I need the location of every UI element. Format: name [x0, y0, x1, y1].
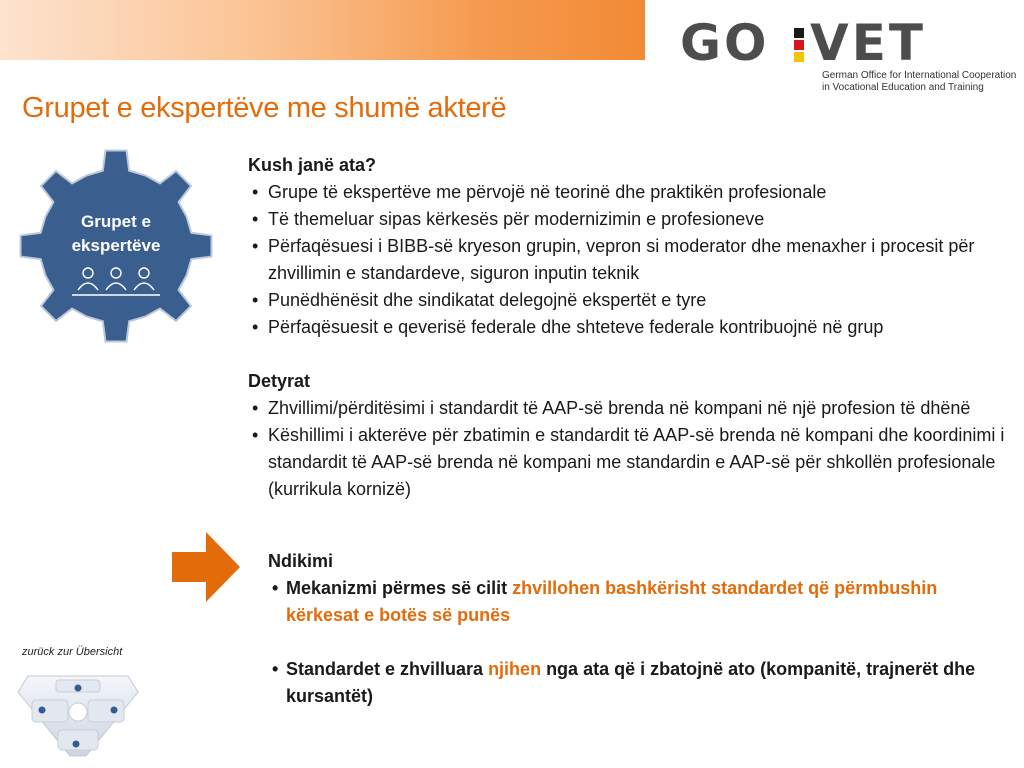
list-item: • Përfaqësuesit e qeverisë federale dhe shteteve federale kontribuojnë në grup	[248, 314, 1008, 341]
logo-word-left: GO	[680, 18, 770, 72]
impact-item1-highlight: zhvillohen bashkërisht standardet që përmbushin kërkesat e botës së punës	[286, 578, 938, 625]
logo-subtitle-line2: in Vocational Education and Training	[822, 82, 984, 93]
logo-subtitle	[822, 70, 1016, 94]
content-block	[248, 152, 1008, 503]
tasks-heading: Detyrat	[248, 371, 311, 391]
logo-subtitle-line1: German Office for International Cooperation	[822, 70, 1017, 81]
arrow-right-icon	[172, 532, 240, 602]
overview-navigation-icon[interactable]	[14, 670, 142, 760]
list-item	[268, 656, 1008, 710]
impact-item2-text: Standardet e zhvilluara	[286, 659, 489, 679]
impact-list	[268, 575, 1008, 629]
impact-block	[268, 548, 1008, 710]
gear-label	[40, 210, 192, 258]
tasks-list	[248, 395, 1008, 503]
impact-item1-text: Mekanizmi përmes së cilit	[286, 578, 513, 598]
back-to-overview-link[interactable]: zurück zur Übersicht	[22, 646, 123, 658]
header-band	[0, 0, 645, 60]
list-item: • Përfaqësuesi i BIBB-së kryeson grupin, vepron si moderator dhe menaxher i procesit për zhvillimin e standardeve, siguron inputin teknik	[248, 233, 1008, 287]
list-item: • Grupe të ekspertëve me përvojë në teorinë dhe praktikën profesionale	[248, 179, 1008, 206]
logo-word-right: VET	[810, 18, 926, 72]
list-item: • Këshillimi i akterëve për zbatimin e standardit të AAP-së brenda në kompani dhe koordinimi i standardit të AAP-së brenda në kompani me standardin e AAP-së për shkollën profesionale (kurrikula kornizë)	[248, 422, 1008, 503]
list-item: • Punëdhënësit dhe sindikatat delegojnë ekspertët e tyre	[248, 287, 1008, 314]
list-item: • Zhvillimi/përditësimi i standardit të AAP-së brenda në kompani në një profesion të dhënë	[248, 395, 1008, 422]
impact-heading: Ndikimi	[268, 551, 334, 571]
gear-label-line2: ekspertëve	[71, 236, 161, 255]
who-heading: Kush janë ata?	[248, 155, 377, 175]
people-group-icon	[68, 264, 164, 300]
impact-item2-rest: nga ata që i zbatojnë ato (kompanitë, trajnerët dhe kursantët)	[286, 659, 976, 706]
list-item	[268, 575, 1008, 629]
list-item: • Të themeluar sipas kërkesës për modernizimin e profesioneve	[248, 206, 1008, 233]
impact-item2-highlight: njihen	[488, 659, 542, 679]
gear-label-line1: Grupet e	[81, 212, 151, 231]
who-list	[248, 179, 1008, 341]
page-title: Grupet e ekspertëve me shumë akterë	[22, 92, 507, 124]
